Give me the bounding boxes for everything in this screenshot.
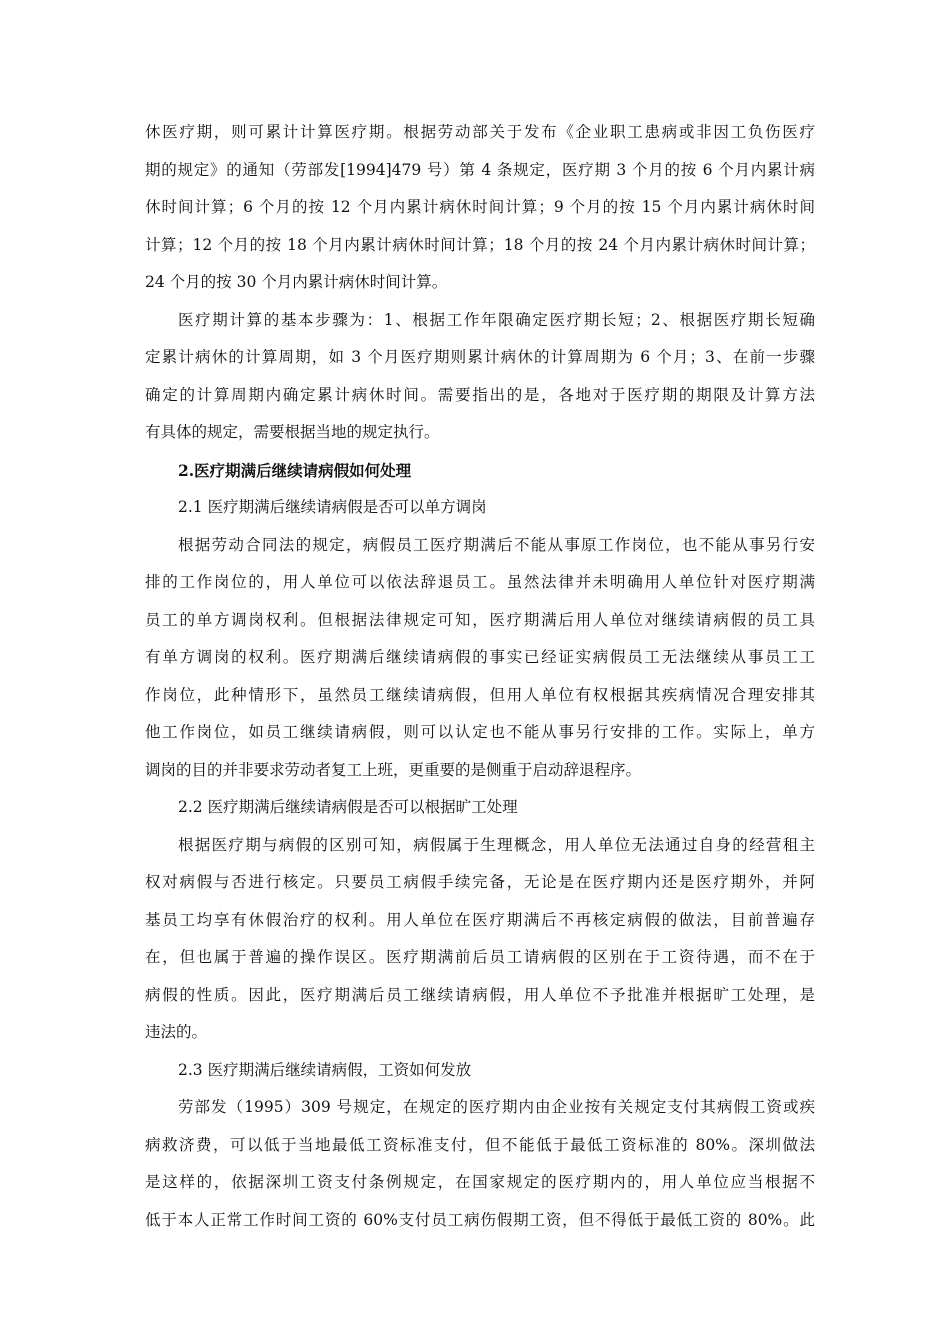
- text-line: 有单方调岗的权利。医疗期满后继续请病假的事实已经证实病假员工无法继续从事员工工: [145, 648, 815, 666]
- paragraph-absenteeism: [145, 827, 815, 1052]
- section-heading: 2.医疗期满后继续请病假如何处理: [178, 460, 412, 480]
- text-line: 他工作岗位，如员工继续请病假，则可以认定也不能从事另行安排的工作。实际上，单方: [145, 723, 815, 741]
- text-line: 根据医疗期与病假的区别可知，病假属于生理概念，用人单位无法通过自身的经营租主: [178, 835, 815, 854]
- text-line: 确定的计算周期内确定累计病休时间。需要指出的是，各地对于医疗期的期限及计算方法: [145, 385, 815, 404]
- text-line: 员工的单方调岗权利。但根据法律规定可知，医疗期满后用人单位对继续请病假的员工具: [145, 610, 815, 629]
- text-line: 计算；12 个月的按 18 个月内累计病休时间计算；18 个月的按 24 个月内累计病休时间计算；: [145, 235, 815, 254]
- text-line: 是这样的，依据深圳工资支付条例规定，在国家规定的医疗期内的，用人单位应当根据不: [145, 1173, 815, 1191]
- text-line: 病救济费，可以低于当地最低工资标准支付，但不能低于最低工资标准的 80%。深圳做法: [145, 1135, 815, 1154]
- text-line: 在，但也属于普遍的操作误区。医疗期满前后员工请病假的区别在于工资待遇，而不在于: [145, 948, 815, 966]
- text-line: 根据劳动合同法的规定，病假员工医疗期满后不能从事原工作岗位，也不能从事另行安: [178, 535, 815, 554]
- text-line: 基员工均享有休假治疗的权利。用人单位在医疗期满后不再核定病假的做法，目前普遍存: [145, 910, 815, 929]
- text-line: 权对病假与否进行核定。只要员工病假手续完备，无论是在医疗期内还是医疗期外，并阿: [145, 873, 815, 891]
- document-body: [145, 114, 815, 1239]
- text-line: 医疗期计算的基本步骤为：1、根据工作年限确定医疗期长短；2、根据医疗期长短确: [178, 310, 815, 329]
- paragraph-unilateral-transfer: [145, 527, 815, 790]
- subsection-heading: 2.2 医疗期满后继续请病假是否可以根据旷工处理: [178, 798, 518, 816]
- text-line: 24 个月的按 30 个月内累计病休时间计算。: [145, 273, 448, 291]
- text-line: 病假的性质。因此，医疗期满后员工继续请病假，用人单位不予批准并根据旷工处理，是: [145, 985, 815, 1004]
- text-line: 休医疗期，则可累计计算医疗期。根据劳动部关于发布《企业职工患病或非因工负伤医疗: [145, 123, 815, 141]
- text-line: 调岗的目的并非要求劳动者复工上班，更重要的是侧重于启动辞退程序。: [145, 760, 642, 779]
- paragraph-wage-payment: [145, 1089, 815, 1239]
- subsection-heading: 2.1 医疗期满后继续请病假是否可以单方调岗: [178, 498, 487, 516]
- subsection-heading: 2.3 医疗期满后继续请病假，工资如何发放: [178, 1060, 472, 1079]
- text-line: 排的工作岗位的，用人单位可以依法辞退员工。虽然法律并未明确用人单位针对医疗期满: [145, 573, 815, 591]
- text-line: 期的规定》的通知（劳部发[1994]479 号）第 4 条规定，医疗期 3 个月的按 6 个月内累计病: [145, 160, 815, 179]
- text-line: 作岗位，此种情形下，虽然员工继续请病假，但用人单位有权根据其疾病情况合理安排其: [145, 685, 815, 704]
- text-line: 休时间计算；6 个月的按 12 个月内累计病休时间计算；9 个月的按 15 个月内累计病休时间: [145, 198, 815, 216]
- text-line: 低于本人正常工作时间工资的 60%支付员工病伤假期工资，但不得低于最低工资的 80%。此: [145, 1210, 815, 1229]
- text-line: 劳部发（1995）309 号规定，在规定的医疗期内由企业按有关规定支付其病假工资或疾: [178, 1098, 815, 1116]
- paragraph-calculation-steps: [145, 302, 815, 452]
- text-line: 违法的。: [145, 1023, 208, 1041]
- text-line: 定累计病休的计算周期，如 3 个月医疗期则累计病休的计算周期为 6 个月；3、在前一步骤: [145, 348, 815, 366]
- text-line: 有具体的规定，需要根据当地的规定执行。: [145, 423, 440, 441]
- paragraph-medical-period-calculation: [145, 114, 815, 302]
